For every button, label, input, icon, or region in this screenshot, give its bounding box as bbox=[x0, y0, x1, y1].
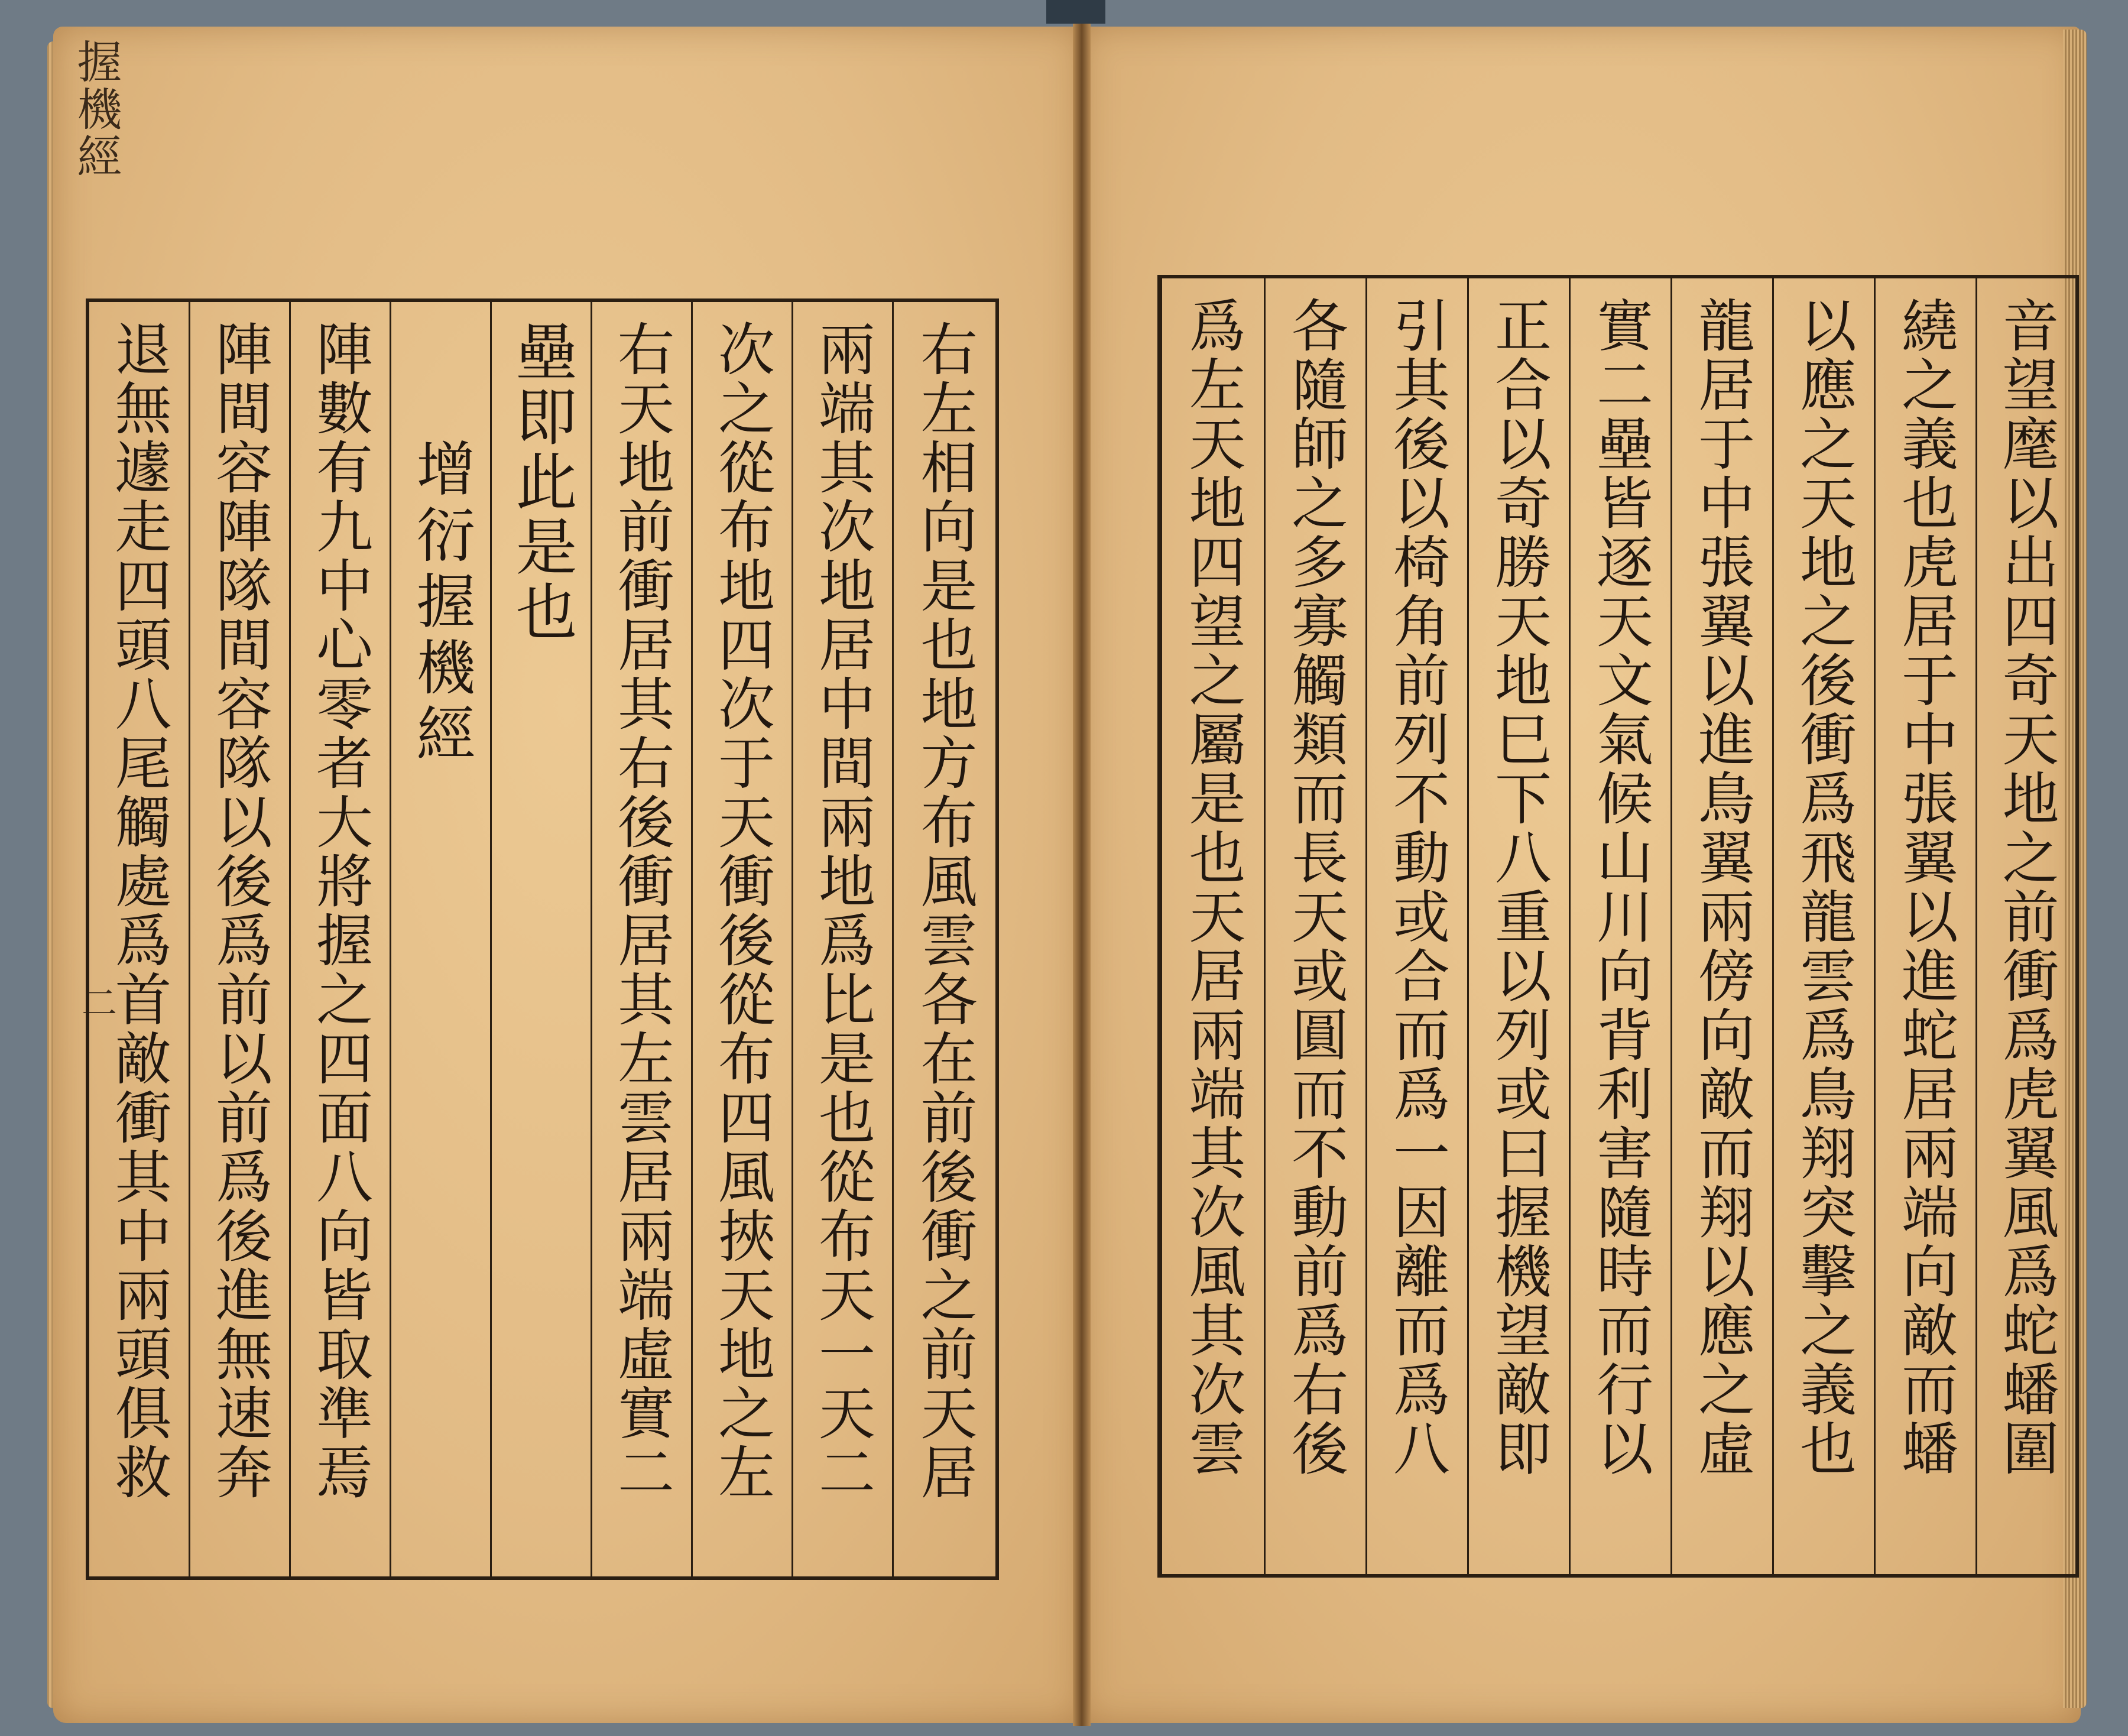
text-column bbox=[1569, 278, 1670, 1574]
column-text: 陣間容陣隊間容隊以後爲前以前爲後進無速奔 bbox=[206, 320, 273, 1502]
text-column bbox=[1772, 278, 1874, 1574]
book-title-margin: 握機經 bbox=[70, 38, 122, 180]
column-text: 右天地前衝居其右後衝居其左雲居兩端虛實二 bbox=[608, 320, 675, 1502]
left-text-frame bbox=[86, 298, 999, 1580]
text-column bbox=[289, 302, 390, 1576]
text-column bbox=[89, 302, 189, 1576]
column-text: 正合以奇勝天地巳下八重以列或曰握機望敵即 bbox=[1485, 296, 1552, 1478]
text-column bbox=[390, 302, 490, 1576]
text-column bbox=[791, 302, 892, 1576]
column-text: 兩端其次地居中間兩地爲比是也從布天一天二 bbox=[809, 320, 876, 1502]
text-column bbox=[1670, 278, 1772, 1574]
column-text: 右左相向是也地方布風雲各在前後衝之前天居 bbox=[911, 320, 978, 1502]
text-column bbox=[1874, 278, 1975, 1574]
column-text: 爲左天地四望之屬是也天居兩端其次風其次雲 bbox=[1180, 296, 1246, 1478]
text-column bbox=[1467, 278, 1569, 1574]
column-text: 繞之義也虎居于中張翼以進蛇居兩端向敵而蟠 bbox=[1892, 296, 1959, 1478]
column-text: 退無遽走四頭八尾觸處爲首敵衝其中兩頭俱救 bbox=[106, 320, 172, 1502]
book-spine bbox=[1073, 24, 1091, 1726]
text-column bbox=[691, 302, 791, 1576]
column-text: 以應之天地之後衝爲飛龍雲爲鳥翔突擊之義也 bbox=[1790, 296, 1857, 1478]
text-column bbox=[1975, 278, 2075, 1574]
text-column bbox=[892, 302, 995, 1576]
text-column bbox=[189, 302, 289, 1576]
column-text: 壘即此是也 bbox=[505, 320, 578, 645]
right-text-frame bbox=[1157, 275, 2079, 1578]
column-text: 龍居于中張翼以進鳥翼兩傍向敵而翔以應之虛 bbox=[1689, 296, 1756, 1478]
text-column bbox=[490, 302, 591, 1576]
page-number: 二 bbox=[76, 984, 117, 1020]
background-strip bbox=[1046, 0, 1105, 24]
text-column bbox=[1264, 278, 1365, 1574]
section-heading: 增衍握機經 bbox=[406, 438, 476, 769]
column-text: 實二壘皆逐天文氣候山川向背利害隨時而行以 bbox=[1587, 296, 1654, 1478]
column-text: 次之從布地四次于天衝後從布四風挾天地之左 bbox=[709, 320, 776, 1502]
column-text: 陣數有九中心零者大將握之四面八向皆取準焉 bbox=[307, 320, 374, 1502]
text-column bbox=[1365, 278, 1467, 1574]
column-text: 引其後以椅角前列不動或合而爲一因離而爲八 bbox=[1384, 296, 1451, 1478]
text-column bbox=[591, 302, 691, 1576]
column-text: 各隨師之多寡觸類而長天或圓而不動前爲右後 bbox=[1282, 296, 1349, 1478]
text-column bbox=[1162, 278, 1264, 1574]
column-text: 音望麾以出四奇天地之前衝爲虎翼風爲蛇蟠圍 bbox=[1993, 296, 2059, 1478]
